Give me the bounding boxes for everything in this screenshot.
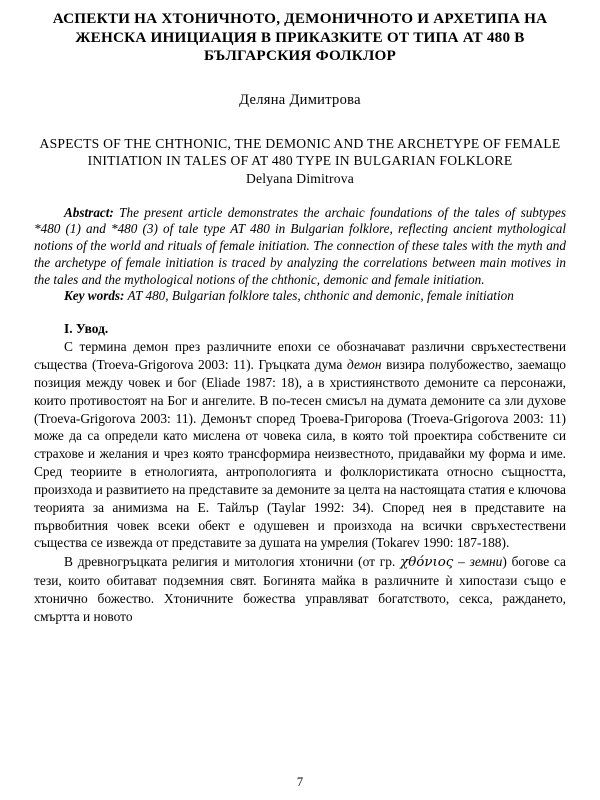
- page-number: 7: [296, 775, 304, 789]
- abstract-block: [34, 205, 566, 289]
- paragraph-2-segment-2: –: [453, 554, 470, 570]
- body-paragraph-1: [34, 338, 566, 552]
- paragraph-2-greek-term: χθóνιoς: [400, 555, 454, 571]
- keywords-label: Key words:: [64, 288, 125, 304]
- keywords-block: [34, 288, 566, 305]
- page-title-english: ASPECTS OF THE CHTHONIC, THE DEMONIC AND THE ARCHETYPE OF FEMALE INITIATION IN TALES OF AT 480 TYPE IN BULGARIAN FOLKLORE: [39, 135, 561, 169]
- page-title: АСПЕКТИ НА ХТОНИЧНОТО, ДЕМОНИЧНОТО И АРХЕТИПА НА ЖЕНСКА ИНИЦИАЦИЯ В ПРИКАЗКИТЕ ОТ ТИПА АТ 480 В БЪЛГАРСКИЯ ФОЛКЛОР: [52, 10, 548, 65]
- paragraph-1-italic-term: демон: [347, 357, 382, 373]
- abstract-text: The present article demonstrates the archaic foundations of the tales of subtypes *480 (1) and *480 (3) of tale type AT 480 in Bulgarian folklore, reflecting ancient mythological notions of the world and rituals of female initiation. The connection of these tales with the myth and the archetype of female initiation is traced by analyzing the correlations between main motives in the tales and the mythological notions of the chthonic, demonic and female initiation.: [34, 204, 566, 287]
- body-paragraph-2: [34, 553, 566, 625]
- paragraph-1-segment-1: С термина демон през различните епохи се обозначават различни свръхестествени същества (Troeva-Grigorova 2003: 11). Гръцката дума: [34, 339, 566, 373]
- paragraph-2-segment-1: В древногръцката религия и митология хтонични (от гр.: [64, 554, 401, 570]
- section-heading: I. Увод.: [64, 321, 109, 337]
- abstract-label: Abstract:: [64, 204, 114, 220]
- paragraph-2-segment-3: ) богове са тези, които обитават подземния свят. Богинята майка в различните ѝ хипостази също е хтонично божество. Хтоничните божества управляват богатството, секса, раждането, смъртта и новото: [34, 554, 566, 624]
- author-name-cyrillic: Деляна Димитрова: [239, 91, 361, 108]
- author-name-english: Delyana Dimitrova: [246, 170, 354, 186]
- paragraph-1-segment-2: визира полубожество, заемащо позиция между човек и бог (Eliade 1987: 18), а в християнството демоните са персонажи, които противостоят на Бог и ангелите. В по-тесен смисъл на думата демоните са зли духове (Troeva-Grigorova 2003: 11). Демонът според Троева-Григорова (Troeva-Grigorova 2003: 11) може да са определи като мислена от човека сила, в която той проектира собствените си страхове и желания и чрез която трансформира неизвестното, придавайки му форма и име. Сред теориите в етнологията, антропологията и фолклористиката относно същността, произхода и развитието на представите за демоните за целта на настоящата статия е ключова теорията за анимизма на Е. Тайлър (Taylar 1992: 34). Според нея в представите на първобитния човек всеки обект е одушевен и произхода на всички свръхестествени същества се извежда от представите за душата на умрелия (Tokarev 1990: 187-188).: [34, 357, 566, 551]
- paragraph-2-italic-term: земни: [469, 554, 503, 570]
- keywords-text: AT 480, Bulgarian folklore tales, chthonic and demonic, female initiation: [124, 288, 514, 304]
